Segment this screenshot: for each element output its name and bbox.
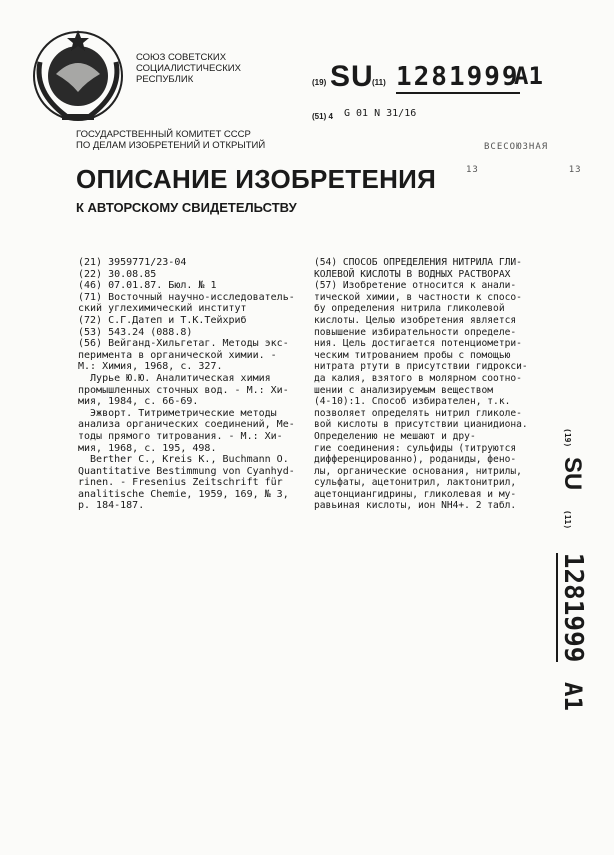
biblio-line: промышленных сточных вод. - М.: Хи- [78, 384, 289, 396]
abstract-line: повышение избирательности определе- [314, 326, 517, 338]
abstract-line: бу определения нитрила гликолевой [314, 303, 505, 315]
biblio-line: мия, 1984, с. 66-69. [78, 396, 199, 408]
su-code: SU [330, 60, 374, 93]
biblio-line: М.: Химия, 1968, с. 327. [78, 361, 223, 373]
biblio-line: analitische Chemie, 1959, 169, № 3, [78, 488, 289, 500]
biblio-line: Berther C., Kreis K., Buchmann O. [78, 454, 289, 466]
side-code-19: (19) [563, 428, 572, 448]
abstract-line: ния. Цель достигается потенциометри- [314, 338, 522, 350]
biblio-line: rinen. - Fresenius Zeitschrift für [78, 477, 283, 489]
committee-line: ГОСУДАРСТВЕННЫЙ КОМИТЕТ СССР [76, 129, 251, 140]
biblio-line: (22) 30.08.85 [78, 268, 157, 280]
biblio-line: (53) 543.24 (088.8) [78, 326, 193, 338]
abstract-line: (54) СПОСОБ ОПРЕДЕЛЕНИЯ НИТРИЛА ГЛИ- [314, 257, 522, 268]
code-19: (19) [312, 78, 327, 87]
side-code-11: (11) [563, 509, 572, 530]
state-line: РЕСПУБЛИК [136, 74, 194, 85]
committee [76, 129, 265, 151]
ussr-emblem [26, 22, 130, 126]
side-su: SU [559, 456, 586, 491]
biblio-line: Лурье Ю.Ю. Аналитическая химия [78, 372, 271, 384]
biblio-line: (56) Вейганд-Хильгетаг. Методы экс- [78, 338, 289, 350]
library-stamp: ВСЕСОЮЗНАЯ [484, 142, 549, 152]
abstract-line: тической химии, в частности к спосо- [314, 291, 522, 303]
state-line: СОЦИАЛИСТИЧЕСКИХ [136, 63, 241, 74]
document-title: ОПИСАНИЕ ИЗОБРЕТЕНИЯ [76, 164, 437, 194]
code-51: (51) 4 [312, 112, 333, 121]
biblio-line: перимента в органической химии. - [78, 349, 277, 361]
biblio-line: Эжворт. Титриметрические методы [78, 407, 277, 419]
side-patent-number: 1281999 [558, 552, 588, 663]
abstract-line: кислоты. Целью изобретения является [314, 314, 517, 326]
patent-number: 1281999 [396, 62, 520, 92]
abstract-line: КОЛЕВОЙ КИСЛОТЫ В ВОДНЫХ РАСТВОРАХ [314, 268, 511, 280]
biblio-line: анализа органических соединений, Ме- [78, 419, 295, 431]
abstract-line: ческим титрованием пробы с помощью [314, 349, 511, 361]
abstract-line: ацетонциангидрины, гликолевая и му- [314, 488, 517, 500]
abstract-line: лы, органические основания, нитрилы, [314, 465, 522, 477]
biblio-line: (21) 3959771/23-04 [78, 257, 187, 268]
abstract-line: позволяет определять нитрил гликоле- [314, 407, 522, 419]
state-line: СОЮЗ СОВЕТСКИХ [136, 52, 227, 63]
abstract-line: шении с анализируемым веществом [314, 384, 494, 396]
code-11: (11) [372, 78, 386, 87]
abstract-line: (57) Изобретение относится к анали- [314, 280, 517, 292]
biblio-line: (46) 07.01.87. Бюл. № 1 [78, 280, 217, 292]
state-name [136, 52, 241, 85]
abstract-line: нитрата ртути в присутствии гидрокси- [314, 361, 528, 373]
ipc-class: G 01 N 31/16 [344, 108, 417, 119]
biblio-line: мия, 1968, с. 195, 498. [78, 442, 217, 454]
biblio-line: (71) Восточный научно-исследователь- [78, 291, 295, 303]
biblio-line: p. 184-187. [78, 500, 145, 512]
biblio-line: Quantitative Bestimmung von Cyanhyd- [78, 465, 295, 477]
document-subtitle: К АВТОРСКОМУ СВИДЕТЕЛЬСТВУ [76, 200, 297, 215]
abstract-line: (4-10):1. Способ избирателен, т.к. [314, 396, 511, 408]
library-stamp-numbers: 13 13 [466, 165, 582, 175]
committee-line: ПО ДЕЛАМ ИЗОБРЕТЕНИЙ И ОТКРЫТИЙ [76, 140, 266, 151]
biblio-line: тоды прямого титрования. - М.: Хи- [78, 430, 283, 442]
abstract-line: вой кислоты в присутствии цианидиона. [314, 419, 528, 431]
biblio-line: ский углехимический институт [78, 303, 247, 315]
bibliographic-column [78, 257, 295, 512]
abstract-line: Определению не мешают и дру- [314, 430, 476, 442]
abstract-line: равьиная кислоты, ион NH4+. 2 табл. [314, 500, 517, 512]
abstract-line: гие соединения: сульфиды (титруются [314, 442, 517, 454]
side-kind: A1 [559, 682, 587, 711]
abstract-column [314, 257, 528, 512]
biblio-line: (72) С.Г.Датеп и Т.К.Тейхриб [78, 314, 247, 326]
abstract-line: сульфаты, ацетонитрил, лактонитрил, [314, 477, 517, 489]
abstract-line: да калия, взятого в молярном соотно- [314, 372, 522, 384]
abstract-line: дифференцированно), роданиды, фено- [314, 454, 517, 466]
kind-code: A1 [514, 62, 543, 90]
